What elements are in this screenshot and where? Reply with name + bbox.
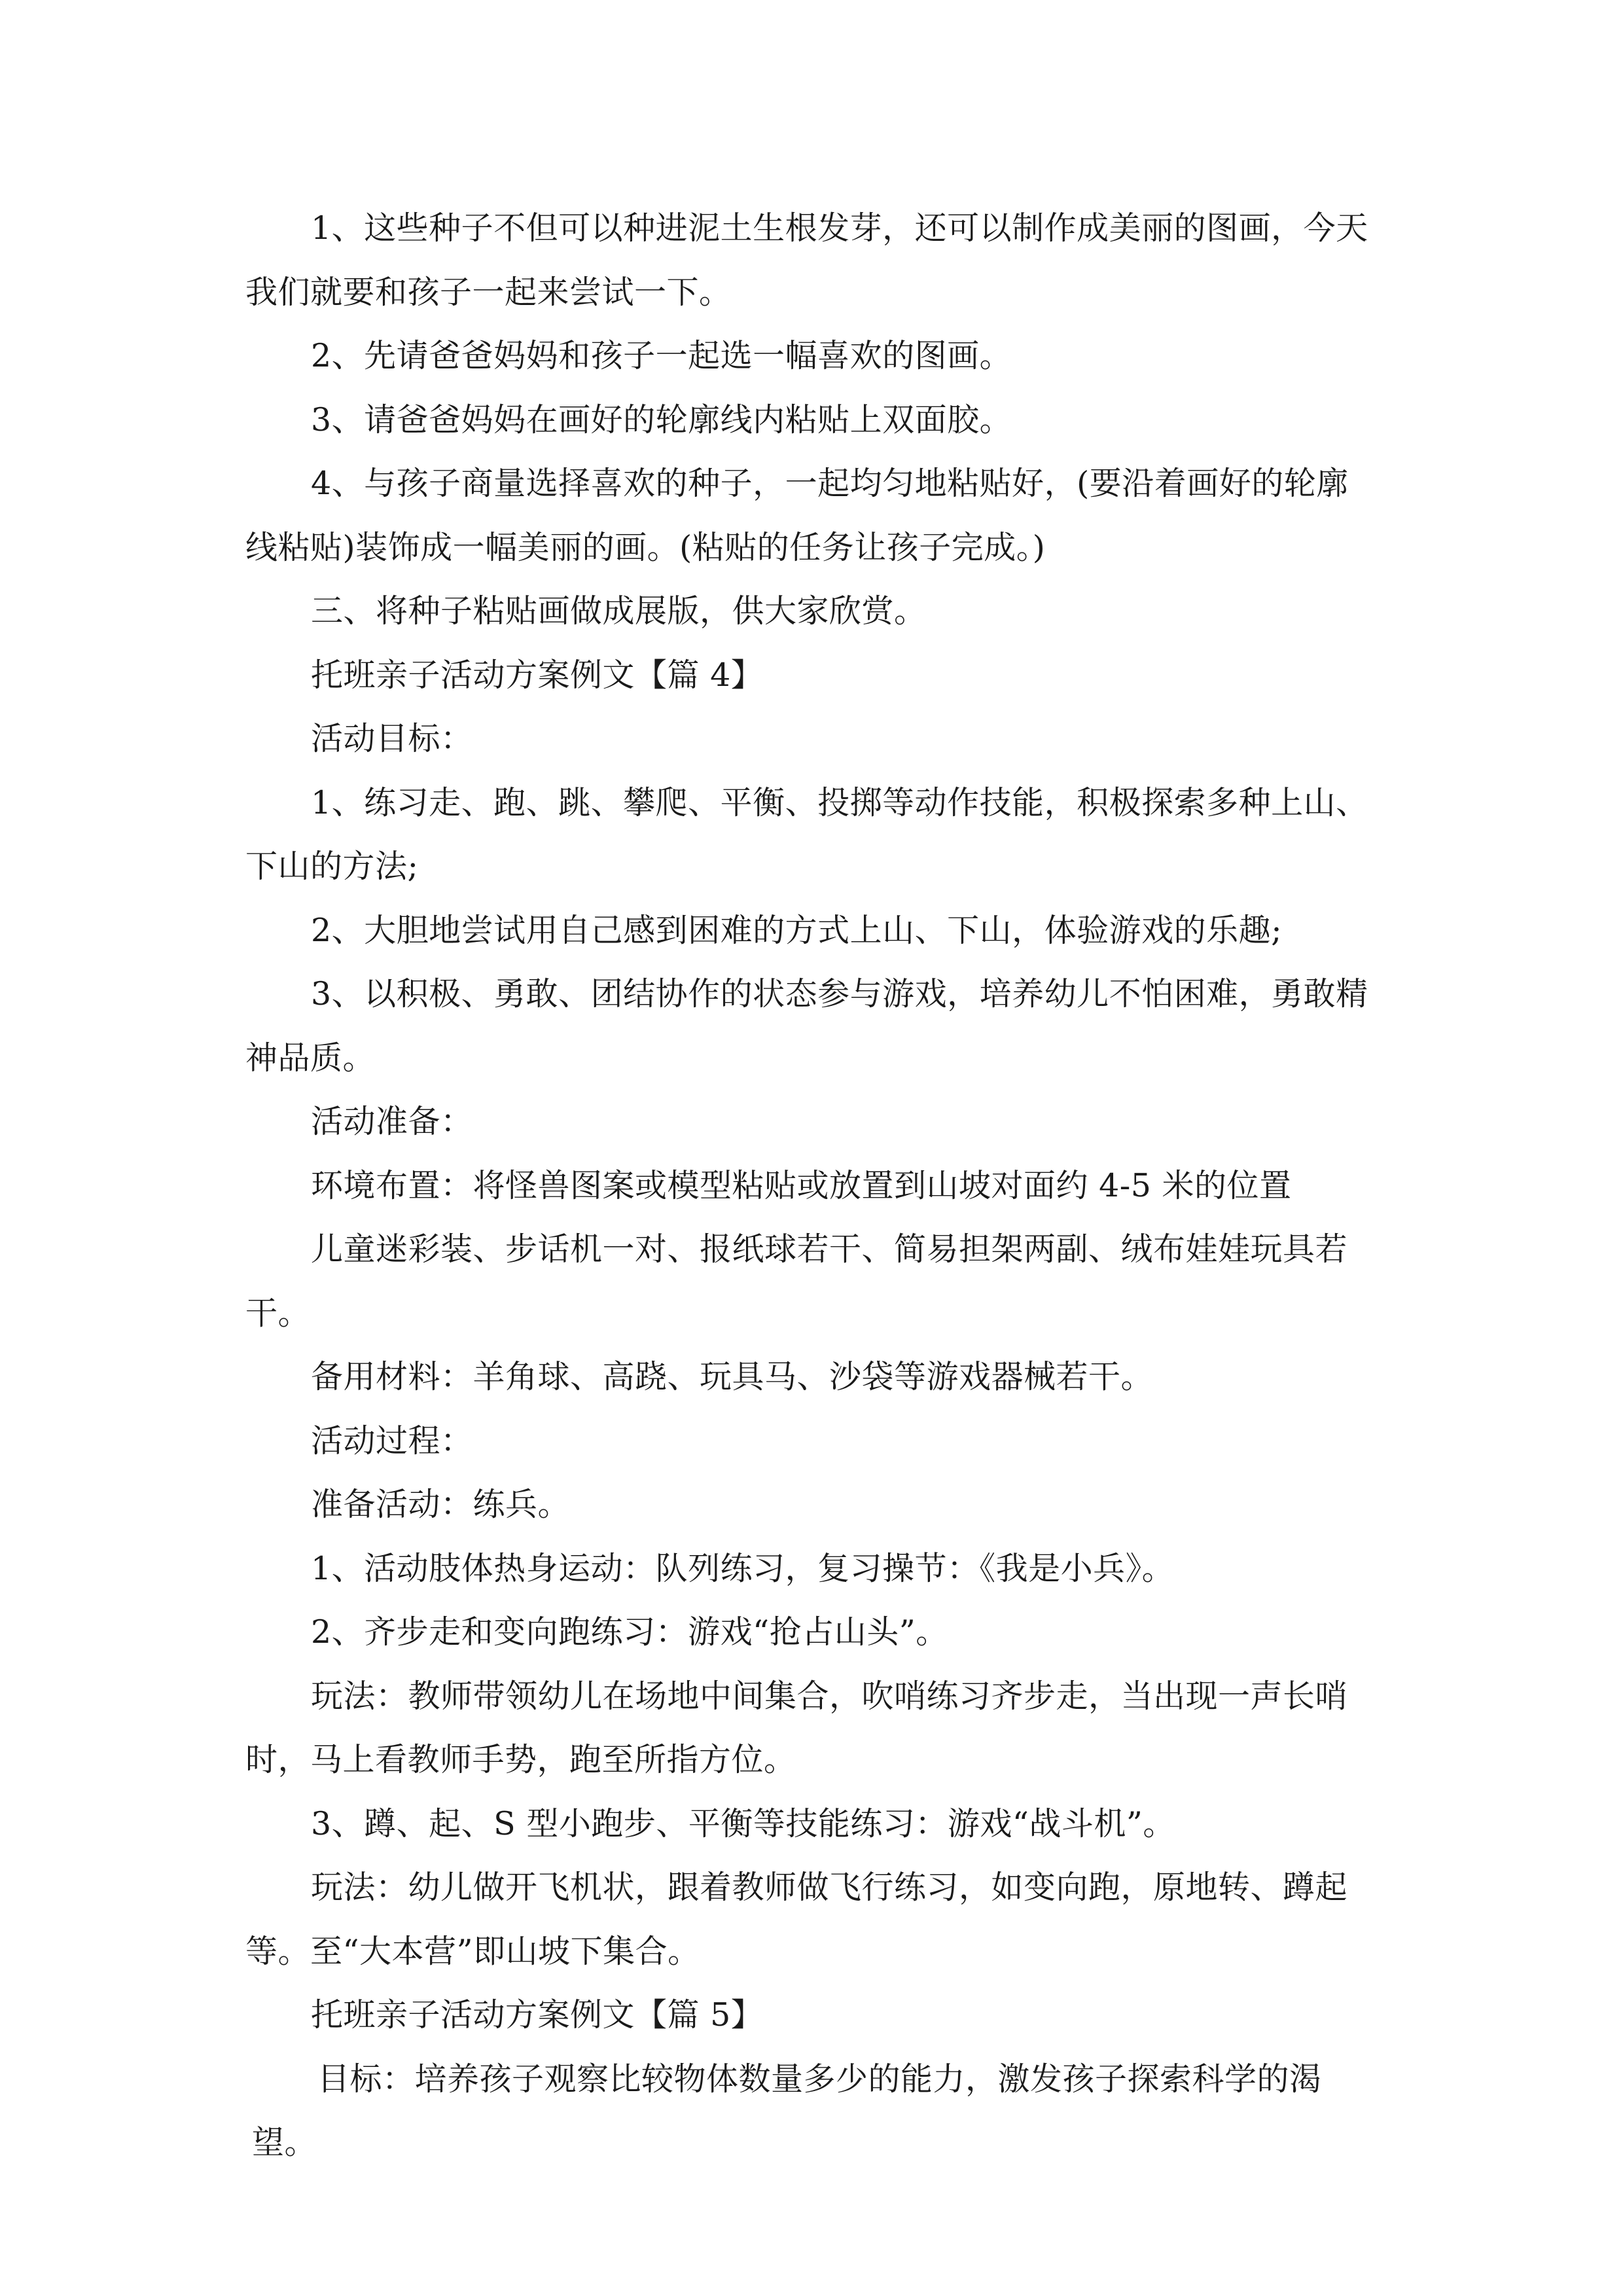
- document-body: [245, 196, 1378, 2175]
- paragraph: 环境布置：将怪兽图案或模型粘贴或放置到山坡对面约 4-5 米的位置: [311, 1166, 1292, 1204]
- section-title: 托班亲子活动方案例文【篇 4】: [311, 656, 764, 694]
- paragraph: 玩法：幼儿做开飞机状，跟着教师做飞行练习，如变向跑，原地转、蹲起等。至“大本营”即山坡下集合。: [245, 1869, 1348, 1970]
- paragraph: 4、与孩子商量选择喜欢的种子，一起均匀地粘贴好，(要沿着画好的轮廓线粘贴)装饰成一幅美丽的画。(粘贴的任务让孩子完成。): [245, 465, 1349, 566]
- paragraph: 儿童迷彩装、步话机一对、报纸球若干、简易担架两副、绒布娃娃玩具若干。: [245, 1230, 1348, 1332]
- subheading: 活动过程：: [311, 1422, 473, 1460]
- paragraph: 备用材料：羊角球、高跷、玩具马、沙袋等游戏器械若干。: [311, 1358, 1154, 1395]
- paragraph: 3、请爸爸妈妈在画好的轮廓线内粘贴上双面胶。: [311, 401, 1012, 439]
- paragraph: 2、大胆地尝试用自己感到困难的方式上山、下山，体验游戏的乐趣;: [311, 911, 1283, 949]
- paragraph: 2、先请爸爸妈妈和孩子一起选一幅喜欢的图画。: [311, 337, 1012, 374]
- paragraph: 1、活动肢体热身运动：队列练习，复习操节：《我是小兵》。: [311, 1549, 1175, 1587]
- subheading: 活动目标：: [311, 720, 473, 757]
- section-title: 托班亲子活动方案例文【篇 5】: [311, 1996, 764, 2034]
- paragraph: 1、练习走、跑、跳、攀爬、平衡、投掷等动作技能，积极探索多种上山、下山的方法;: [245, 783, 1368, 885]
- paragraph: 玩法：教师带领幼儿在场地中间集合，吹哨练习齐步走，当出现一声长哨时，马上看教师手势，跑至所指方位。: [245, 1677, 1348, 1778]
- paragraph: 3、蹲、起、S 型小跑步、平衡等技能练习：游戏“战斗机”。: [311, 1804, 1175, 1842]
- paragraph: 准备活动：练兵。: [311, 1486, 571, 1523]
- paragraph: 目标：培养孩子观察比较物体数量多少的能力，激发孩子探索科学的渴望。: [252, 2060, 1322, 2161]
- paragraph: 1、这些种子不但可以种进泥土生根发芽，还可以制作成美丽的图画，今天我们就要和孩子一起来尝试一下。: [245, 209, 1368, 311]
- section-heading: 三、将种子粘贴画做成展版，供大家欣赏。: [311, 592, 927, 630]
- paragraph: 2、齐步走和变向跑练习：游戏“抢占山头”。: [311, 1613, 948, 1651]
- paragraph: 3、以积极、勇敢、团结协作的状态参与游戏，培养幼儿不怕困难，勇敢精神品质。: [245, 975, 1368, 1077]
- subheading: 活动准备：: [311, 1103, 473, 1140]
